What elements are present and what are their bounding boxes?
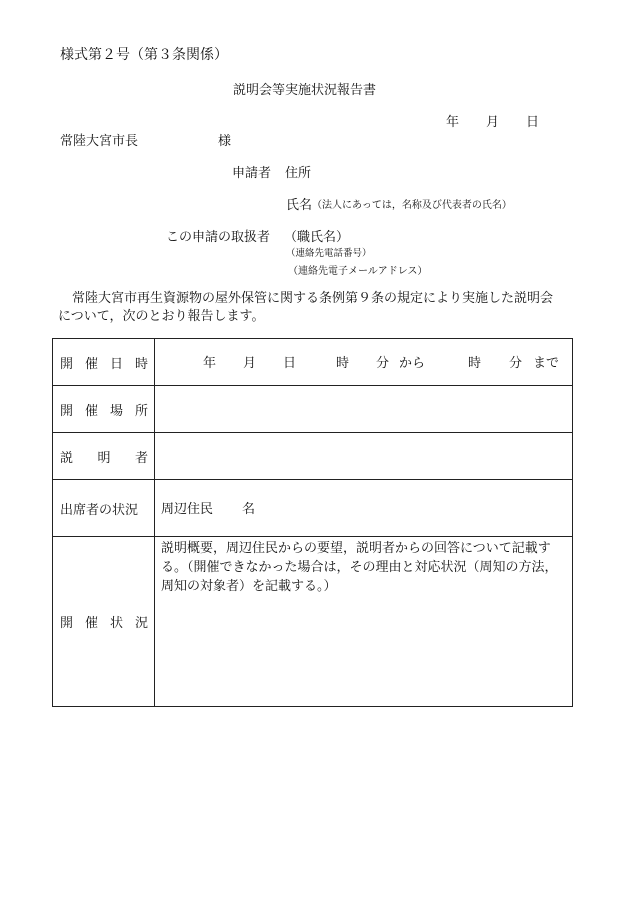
label-datetime: 開 催 日 時: [53, 339, 155, 386]
handler-phone-label: （連絡先電話番号）: [286, 248, 372, 259]
status-instructions: 説明概要，周辺住民からの要望，説明者からの回答について記載する。（開催できなかった場合は，その理由と対応状況（周知の方法，周知の対象者）を記載する。）: [161, 541, 558, 594]
date-year: 年: [446, 115, 460, 130]
row-datetime: [53, 339, 573, 386]
attendance-unit: 名: [242, 502, 256, 517]
dt-minute1: 分: [376, 356, 390, 371]
dt-hour1: 時: [336, 356, 350, 371]
attendance-residents: 周辺住民: [161, 502, 214, 517]
row-venue: [53, 386, 573, 433]
handler-name-label: （職氏名）: [284, 230, 350, 245]
presenter-field[interactable]: [155, 433, 573, 480]
form-number: 様式第２号（第３条関係）: [60, 47, 228, 63]
applicant-address-label: 住所: [285, 166, 312, 181]
addressee-name: 常陸大宮市長: [60, 134, 139, 149]
label-status: 開 催 状 況: [53, 537, 155, 707]
dt-hour2: 時: [468, 356, 482, 371]
datetime-field[interactable]: [155, 339, 573, 386]
date-day: 日: [526, 115, 540, 130]
addressee-honorific: 様: [218, 134, 232, 149]
dt-year: 年: [203, 356, 217, 371]
row-attendance: [53, 480, 573, 537]
label-attendance: 出席者の状況: [53, 480, 155, 537]
applicant-name-label: 氏名: [286, 198, 313, 213]
dt-from: から: [399, 356, 426, 371]
dt-day: 日: [283, 356, 297, 371]
attendance-field[interactable]: [155, 480, 573, 537]
row-presenter: [53, 433, 573, 480]
applicant-name-note: （法人にあっては，名称及び代表者の氏名）: [312, 200, 512, 211]
document-title: 説明会等実施状況報告書: [233, 83, 377, 98]
venue-field[interactable]: [155, 386, 573, 433]
report-table: [52, 338, 573, 707]
intro-paragraph: 常陸大宮市再生資源物の屋外保管に関する条例第９条の規定により実施した説明会について，次のとおり報告します。: [58, 291, 554, 324]
applicant-label: 申請者: [232, 166, 272, 181]
dt-until: まで: [533, 356, 560, 371]
dt-minute2: 分: [509, 356, 523, 371]
row-status: [53, 537, 573, 707]
handler-email-label: （連絡先電子メールアドレス）: [288, 266, 428, 277]
status-field[interactable]: [155, 537, 573, 707]
dt-month: 月: [243, 356, 257, 371]
date-month: 月: [486, 115, 500, 130]
handler-label: この申請の取扱者: [166, 230, 271, 245]
label-presenter: 説 明 者: [53, 433, 155, 480]
label-venue: 開 催 場 所: [53, 386, 155, 433]
